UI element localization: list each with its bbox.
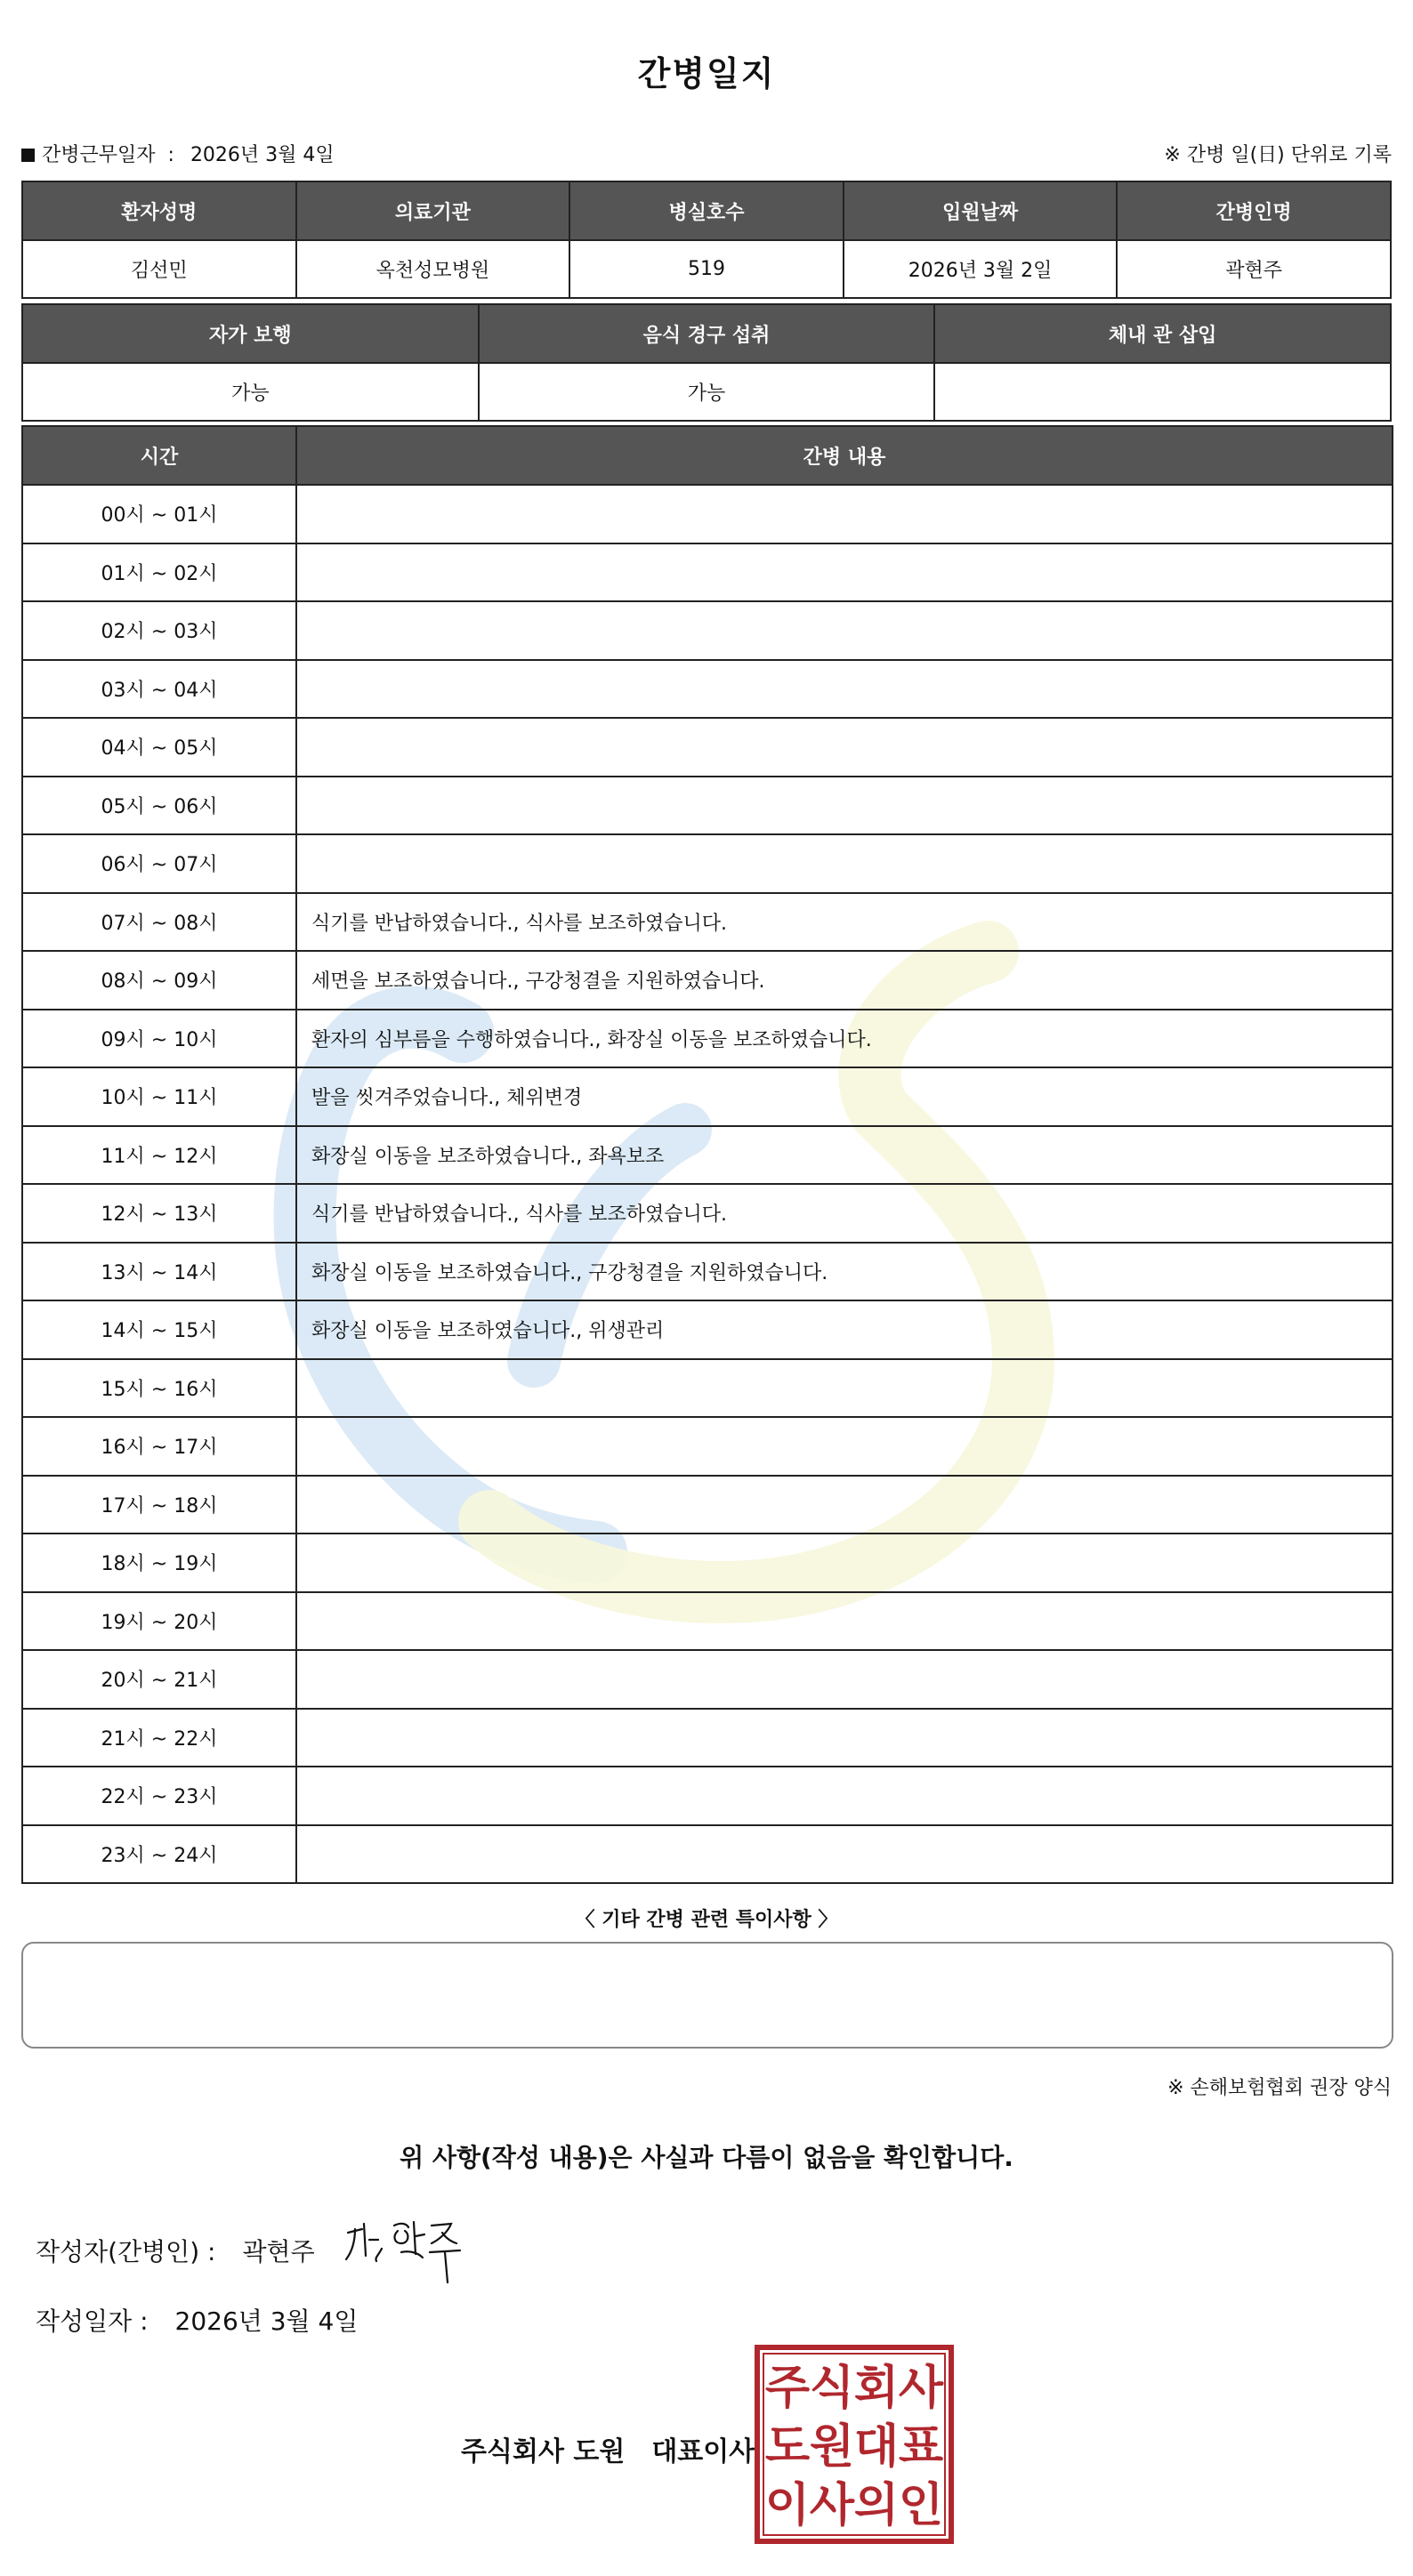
status-header-row — [22, 304, 1391, 363]
care-log-content — [296, 718, 1393, 777]
care-log-row — [22, 1010, 1393, 1068]
care-log-row — [22, 1534, 1393, 1592]
seal-character: 사 — [898, 2362, 944, 2415]
company-name: 주식회사 도원 — [461, 2436, 626, 2467]
care-log-row — [22, 718, 1393, 777]
company-signature-line — [461, 2429, 755, 2468]
seal-character: 원 — [809, 2420, 855, 2474]
care-log-row — [22, 485, 1393, 543]
written-date-value: 2026년 3월 4일 — [174, 2306, 359, 2336]
care-log-row — [22, 1592, 1393, 1651]
seal-character: 사 — [809, 2479, 855, 2532]
care-log-content — [296, 485, 1393, 543]
care-log-row — [22, 1300, 1393, 1359]
written-date-line — [36, 2302, 358, 2338]
patient-info-value-row — [22, 240, 1391, 298]
care-log-row — [22, 1417, 1393, 1476]
caregiver-name: 곽현주 — [1117, 240, 1391, 298]
care-log-time: 05시 ~ 06시 — [22, 777, 296, 835]
care-log-content: 발을 씻겨주었습니다., 체위변경 — [296, 1067, 1393, 1126]
seal-character: 도 — [764, 2420, 811, 2474]
handwritten-signature — [343, 2213, 485, 2286]
admission-date: 2026년 3월 2일 — [844, 240, 1118, 298]
header-admission-date: 입원날짜 — [844, 181, 1118, 240]
care-log-content: 화장실 이동을 보조하였습니다., 위생관리 — [296, 1300, 1393, 1359]
square-bullet-icon — [21, 149, 35, 162]
care-log-content — [296, 1767, 1393, 1825]
care-log-content — [296, 1825, 1393, 1884]
header-self-walking: 자가 보행 — [22, 304, 479, 363]
care-log-row — [22, 1709, 1393, 1767]
seal-character: 인 — [898, 2479, 944, 2532]
remarks-box — [21, 1942, 1393, 2049]
care-log-time: 21시 ~ 22시 — [22, 1709, 296, 1767]
seal-character: 식 — [809, 2362, 855, 2415]
care-log-row — [22, 777, 1393, 835]
care-log-row — [22, 1825, 1393, 1884]
care-log-content — [296, 1650, 1393, 1709]
care-log-header-row — [22, 426, 1393, 485]
care-log-time: 18시 ~ 19시 — [22, 1534, 296, 1592]
company-seal-stamp — [755, 2345, 954, 2544]
care-log-content — [296, 601, 1393, 660]
hospital-name: 옥천성모병원 — [296, 240, 570, 298]
care-log-time: 01시 ~ 02시 — [22, 543, 296, 602]
header-patient-name: 환자성명 — [22, 181, 296, 240]
care-log-time: 10시 ~ 11시 — [22, 1067, 296, 1126]
care-log-time: 20시 ~ 21시 — [22, 1650, 296, 1709]
care-log-table — [21, 425, 1393, 1884]
care-log-time: 14시 ~ 15시 — [22, 1300, 296, 1359]
work-date-label: 간병근무일자 — [42, 144, 156, 166]
remarks-title: 〈 기타 간병 관련 특이사항 〉 — [575, 1909, 838, 1931]
care-log-row — [22, 1126, 1393, 1185]
work-date-value: 2026년 3월 4일 — [190, 144, 335, 166]
header-care-content: 간병 내용 — [296, 426, 1393, 485]
care-log-row — [22, 543, 1393, 602]
header-caregiver-name: 간병인명 — [1117, 181, 1391, 240]
care-log-time: 12시 ~ 13시 — [22, 1184, 296, 1243]
care-log-content: 화장실 이동을 보조하였습니다., 좌욕보조 — [296, 1126, 1393, 1185]
care-log-content — [296, 543, 1393, 602]
care-log-content: 세면을 보조하였습니다., 구강청결을 지원하였습니다. — [296, 951, 1393, 1010]
oral-intake-value: 가능 — [479, 363, 935, 421]
page-title: 간병일지 — [637, 54, 776, 93]
care-log-time: 13시 ~ 14시 — [22, 1243, 296, 1301]
care-log-row — [22, 1359, 1393, 1418]
care-log-time: 08시 ~ 09시 — [22, 951, 296, 1010]
care-log-time: 09시 ~ 10시 — [22, 1010, 296, 1068]
confirmation-statement: 위 사항(작성 내용)은 사실과 다름이 없음을 확인합니다. — [400, 2143, 1013, 2172]
care-log-time: 04시 ~ 05시 — [22, 718, 296, 777]
seal-character: 의 — [853, 2479, 900, 2532]
care-log-content: 식기를 반납하였습니다., 식사를 보조하였습니다. — [296, 1184, 1393, 1243]
seal-character: 대 — [853, 2420, 900, 2474]
care-log-time: 17시 ~ 18시 — [22, 1476, 296, 1534]
care-log-row — [22, 1476, 1393, 1534]
patient-info-table — [21, 181, 1392, 299]
written-date-label: 작성일자 : — [36, 2306, 149, 2336]
seal-character: 주 — [764, 2362, 811, 2415]
header-time: 시간 — [22, 426, 296, 485]
care-log-row — [22, 1767, 1393, 1825]
care-log-time: 16시 ~ 17시 — [22, 1417, 296, 1476]
care-log-time: 06시 ~ 07시 — [22, 834, 296, 893]
care-log-row — [22, 660, 1393, 719]
writer-label: 작성자(간병인) : — [36, 2237, 216, 2266]
form-note: ※ 손해보험협회 권장 양식 — [1167, 2077, 1392, 2099]
patient-name: 김선민 — [22, 240, 296, 298]
writer-line — [36, 2233, 315, 2268]
header-hospital: 의료기관 — [296, 181, 570, 240]
seal-character: 이 — [764, 2479, 811, 2532]
care-log-time: 11시 ~ 12시 — [22, 1126, 296, 1185]
care-log-time: 00시 ~ 01시 — [22, 485, 296, 543]
care-log-content — [296, 777, 1393, 835]
self-walking-value: 가능 — [22, 363, 479, 421]
care-log-time: 22시 ~ 23시 — [22, 1767, 296, 1825]
care-log-time: 15시 ~ 16시 — [22, 1359, 296, 1418]
patient-info-header-row — [22, 181, 1391, 240]
care-log-time: 02시 ~ 03시 — [22, 601, 296, 660]
care-log-row — [22, 893, 1393, 952]
care-log-content — [296, 1417, 1393, 1476]
record-note: ※ 간병 일(日) 단위로 기록 — [1164, 144, 1392, 166]
care-log-row — [22, 951, 1393, 1010]
care-log-content — [296, 1359, 1393, 1418]
patient-status-table — [21, 303, 1392, 422]
care-log-time: 19시 ~ 20시 — [22, 1592, 296, 1651]
care-log-row — [22, 601, 1393, 660]
writer-name: 곽현주 — [242, 2237, 315, 2266]
room-number: 519 — [569, 240, 844, 298]
work-date-separator: : — [167, 144, 174, 166]
header-room-number: 병실호수 — [569, 181, 844, 240]
care-log-row — [22, 1067, 1393, 1126]
care-log-content — [296, 1709, 1393, 1767]
seal-character: 회 — [853, 2362, 900, 2415]
tube-insertion-value — [934, 363, 1391, 421]
care-log-content — [296, 1534, 1393, 1592]
care-log-time: 23시 ~ 24시 — [22, 1825, 296, 1884]
care-log-content: 화장실 이동을 보조하였습니다., 구강청결을 지원하였습니다. — [296, 1243, 1393, 1301]
care-log-content — [296, 660, 1393, 719]
care-log-content — [296, 1592, 1393, 1651]
care-log-time: 07시 ~ 08시 — [22, 893, 296, 952]
care-log-row — [22, 1650, 1393, 1709]
care-log-content — [296, 834, 1393, 893]
care-log-row — [22, 1184, 1393, 1243]
care-log-time: 03시 ~ 04시 — [22, 660, 296, 719]
care-log-content — [296, 1476, 1393, 1534]
care-log-body — [22, 485, 1393, 1883]
care-log-content: 식기를 반납하였습니다., 식사를 보조하였습니다. — [296, 893, 1393, 952]
care-log-row — [22, 834, 1393, 893]
work-date-line — [21, 140, 335, 167]
seal-character: 표 — [898, 2420, 944, 2474]
care-log-row — [22, 1243, 1393, 1301]
header-oral-intake: 음식 경구 섭취 — [479, 304, 935, 363]
header-tube-insertion: 체내 관 삽입 — [934, 304, 1391, 363]
status-value-row — [22, 363, 1391, 421]
ceo-title: 대표이사 — [651, 2436, 755, 2467]
care-log-content: 환자의 심부름을 수행하였습니다., 화장실 이동을 보조하였습니다. — [296, 1010, 1393, 1068]
